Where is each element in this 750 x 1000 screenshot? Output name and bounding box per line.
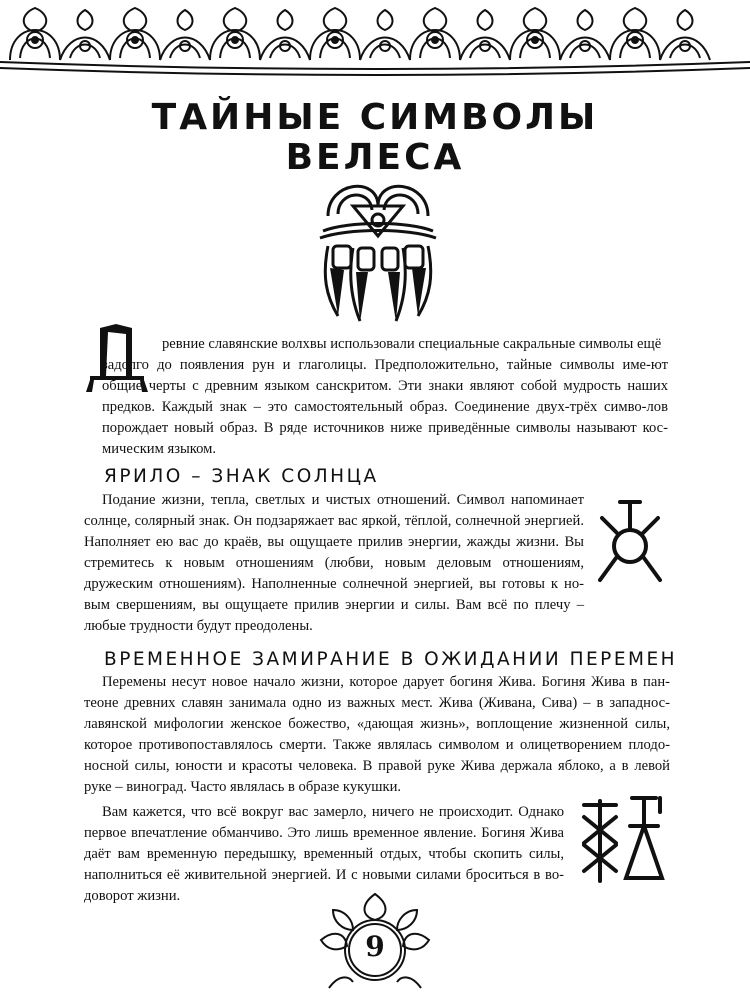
pause-rune-icon (620, 792, 668, 884)
yarilo-sun-icon (594, 496, 666, 588)
section-heading-yarilo: ЯРИЛО – ЗНАК СОЛНЦА (104, 466, 379, 487)
intro-paragraph (102, 334, 668, 460)
page-title-line-1: ТАЙНЫЕ СИМВОЛЫ (151, 97, 599, 138)
section-body-zhiva-2: Вам кажется, что всё вокруг вас замерло, ничего не происходит. Однако первое впечатление обманчиво. Это лишь временное явление. Богиня Жива даёт вам временную передышку, временный отдых, чтобы скопить силы, наполниться её живительной энергией. И с новыми силами броситься в во-доворот жизни. (84, 804, 564, 904)
intro-rest: задолго до появления рун и глаголицы. Предположительно, тайные символы име-ют общие черты с древним языком санскритом. Эти знаки являют собой мудрость наших предков. Каждый знак – это самостоятельный образ. Соединение двух-трёх симво-лов порождает новый образ. В ряде источников ниже приведённые символы называют кос-мическим языком. (102, 357, 668, 457)
section-body-zhiva-1: Перемены несут новое начало жизни, которое дарует богиня Жива. Богиня Жива в пан-теоне древних славян занимала одно из важных мест. Жива (Живана, Сива) – в западнос-лавянской мифологии женское божество, «дающая жизнь», воплощение жизненной силы, которое противопоставлялось смерти. Также являлась символом и олицетворением плодо-носной силы, юности и красоты человека. В правой руке Жива держала яблоко, а в левой руке – виноград. Часто являлась в образе кукушки. (84, 674, 670, 795)
intro-first-line: ревние славянские волхвы использовали специальные сакральные символы ещё (162, 336, 662, 352)
decorative-floral-border-icon (0, 0, 750, 78)
page-title-line-2: ВЕЛЕСА (285, 137, 465, 178)
section-body-yarilo: Подание жизни, тепла, светлых и чистых отношений. Символ напоминает солнце, солярный знак. Он подзаряжает вас яркой, тёплой, солнечной энергией. Наполняет ею вас до краёв, вы ощущаете прилив энергии, жажды жизни. Вы стремитесь к новым отношениям (любви, новым деловым отношениям, дружеским отношениям). Наполненные солнечной энергией, вы готовы к но-вым свершениям, вы ощущаете прилив энергии и силы. Вам всё по плечу – любые трудности будут преодолены. (84, 492, 584, 634)
zhiva-rune-icon (578, 795, 622, 885)
section-heading-zhiva: ВРЕМЕННОЕ ЗАМИРАНИЕ В ОЖИДАНИИ ПЕРЕМЕН (104, 649, 678, 670)
bear-paw-knot-icon (308, 176, 448, 324)
page-number: 9 (365, 930, 385, 963)
